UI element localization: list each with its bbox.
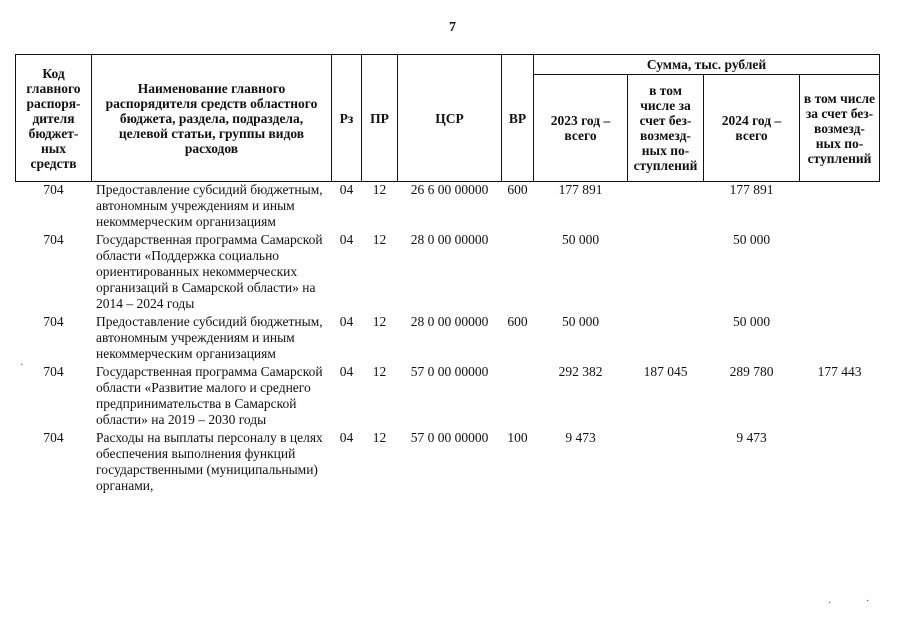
header-rz: Рз: [332, 55, 362, 182]
cell-2024-total: 177 891: [729, 182, 774, 197]
budget-table: [15, 54, 880, 494]
cell-csr: 57 0 00 00000: [410, 430, 489, 445]
table-row: [16, 312, 880, 362]
table-body: [16, 182, 880, 495]
cell-name: Предоставление субсидий бюджетным, автономным учреждениям и иным некоммерческим организациям: [96, 182, 323, 229]
cell-2024-grants: [800, 182, 880, 231]
cell-2024-grants: 177 443: [817, 364, 862, 379]
scan-artifact-dot: ·: [866, 596, 870, 607]
cell-rz: 04: [339, 314, 354, 329]
cell-name: Расходы на выплаты персоналу в целях обеспечения выполнения функций государственными (муниципальными) органами,: [96, 430, 323, 493]
cell-2023-grants: 187 045: [643, 364, 688, 379]
cell-2024-total: 50 000: [732, 314, 771, 329]
cell-2023-total: 292 382: [558, 364, 603, 379]
cell-2024-total: 50 000: [732, 232, 771, 247]
cell-code: 704: [43, 430, 64, 445]
cell-name: Государственная программа Самарской области «Поддержка социально ориентированных некоммерческих организаций в Самарской области» на 2014 – 2024 годы: [96, 232, 323, 311]
cell-code: 704: [43, 182, 64, 197]
table-row: [16, 230, 880, 312]
cell-code: 704: [43, 314, 64, 329]
cell-name: Предоставление субсидий бюджетным, автономным учреждениям и иным некоммерческим организациям: [96, 314, 323, 361]
cell-rz: 04: [339, 364, 354, 379]
cell-2023-grants: [628, 312, 704, 362]
header-sum-group: Сумма, тыс. рублей: [534, 55, 880, 75]
cell-pr: 12: [372, 232, 387, 247]
header-name: Наименование главного распорядителя средств областного бюджета, раздела, подраздела, целевой статьи, группы видов расходов: [92, 55, 332, 182]
cell-rz: 04: [339, 430, 354, 445]
header-code: Код главного распоря-дителя бюджет-ных средств: [16, 55, 92, 182]
header-2024-total: 2024 год – всего: [704, 75, 800, 182]
cell-2023-grants: [628, 182, 704, 231]
cell-2023-total: 50 000: [561, 314, 600, 329]
header-vr: ВР: [502, 55, 534, 182]
header-2023-grants: в том числе за счет без-возмезд-ных по-ступлений: [628, 75, 704, 182]
cell-csr: 28 0 00 00000: [410, 314, 489, 329]
cell-pr: 12: [372, 314, 387, 329]
cell-pr: 12: [372, 364, 387, 379]
cell-vr: 600: [507, 182, 528, 197]
cell-rz: 04: [339, 232, 354, 247]
scan-artifact-dot: ·: [828, 598, 832, 609]
cell-csr: 28 0 00 00000: [410, 232, 489, 247]
cell-vr: 600: [507, 314, 528, 329]
cell-2023-grants: [628, 230, 704, 312]
cell-vr: [502, 362, 534, 428]
cell-code: 704: [43, 364, 64, 379]
cell-2023-total: 50 000: [561, 232, 600, 247]
cell-rz: 04: [339, 182, 354, 197]
header-2023-total: 2023 год – всего: [534, 75, 628, 182]
cell-2023-total: 177 891: [558, 182, 603, 197]
cell-2023-grants: [628, 428, 704, 494]
table-header: [16, 55, 880, 182]
cell-vr: 100: [507, 430, 528, 445]
header-pr: ПР: [362, 55, 398, 182]
cell-2024-grants: [800, 428, 880, 494]
cell-vr: [502, 230, 534, 312]
cell-2024-total: 9 473: [736, 430, 767, 445]
cell-pr: 12: [372, 430, 387, 445]
table-row: [16, 428, 880, 494]
cell-name: Государственная программа Самарской области «Развитие малого и среднего предпринимательства в Самарской области» на 2019 – 2030 годы: [96, 364, 323, 427]
cell-code: 704: [43, 232, 64, 247]
table-row: [16, 362, 880, 428]
page-number: 7: [449, 20, 456, 35]
cell-pr: 12: [372, 182, 387, 197]
table-row: [16, 182, 880, 231]
header-csr: ЦСР: [398, 55, 502, 182]
cell-csr: 57 0 00 00000: [410, 364, 489, 379]
cell-2023-total: 9 473: [565, 430, 596, 445]
scan-artifact-dot: ·: [20, 360, 24, 371]
cell-csr: 26 6 00 00000: [410, 182, 489, 197]
cell-2024-grants: [800, 230, 880, 312]
cell-2024-total: 289 780: [729, 364, 774, 379]
header-2024-grants: в том числе за счет без-возмезд-ных по-ступлений: [800, 75, 880, 182]
cell-2024-grants: [800, 312, 880, 362]
